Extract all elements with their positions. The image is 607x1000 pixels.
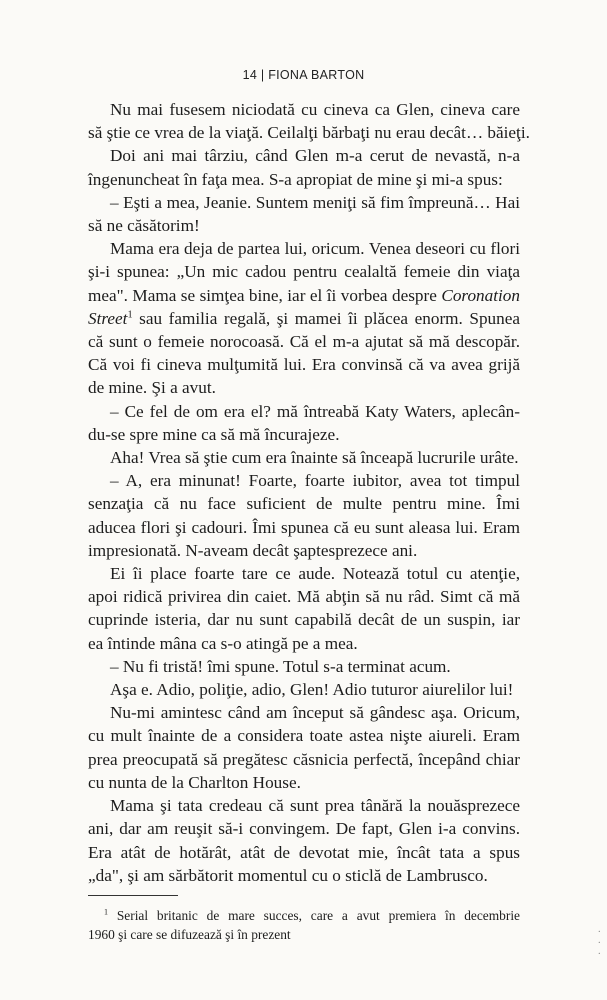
text-line: cu nunta de la Charlton House. xyxy=(88,772,301,792)
text-line: – Eşti a mea, Jeanie. Suntem meniţi să fim împreună… Hai xyxy=(110,192,520,212)
text-line: Că voi fi cineva mulţumită lui. Era convinsă că va avea grijă xyxy=(88,355,520,375)
running-header xyxy=(0,68,607,82)
text-line: Aha! Vrea să ştie cum era înainte să înceapă lucrurile urâte. xyxy=(110,448,519,468)
text-line: Nu mai fusesem niciodată cu cineva ca Glen, cineva care xyxy=(110,100,520,119)
footnote-divider xyxy=(88,895,178,896)
footnote-line-1: $^1$ Serial britanic de mare succes, care a avut premiera în decembrie xyxy=(104,907,520,923)
text-line: cu mult înainte de a considera toate astea nişte aiureli. Eram xyxy=(88,726,520,746)
text-line: Ei îi place foarte tare ce aude. Notează totul cu atenţie, xyxy=(110,564,520,584)
text-line: Aşa e. Adio, poliţie, adio, Glen! Adio tuturor aiurelilor lui! xyxy=(110,680,514,700)
text-line: ea întinde mâna ca s-o atingă pe a mea. xyxy=(88,633,358,653)
text-line: Era atât de hotărât, atât de devotat mie, încât tata a spus xyxy=(88,842,520,862)
text-line: aducea flori şi cadouri. Îmi spunea că eu sunt aleasa lui. Eram xyxy=(88,517,520,537)
page-number: 14 xyxy=(242,68,258,82)
text-line: Mama şi tata credeau că sunt prea tânără la nouăsprezece xyxy=(110,796,520,816)
text-line: să ştie ce vrea de la viaţă. Ceilalţi bărbaţi nu erau decât… băieţi. xyxy=(88,123,530,143)
header-author: FIONA BARTON xyxy=(268,68,365,82)
text-line: – Nu fi tristă! îmi spune. Totul s-a terminat acum. xyxy=(110,656,451,676)
text-line: senzaţia că nu face suficient de multe pentru mine. Îmi xyxy=(88,494,520,514)
text-line: Nu-mi amintesc când am început să gândesc aşa. Oricum, xyxy=(110,703,520,723)
text-line: du-se spre mine ca să mă încurajeze. xyxy=(88,424,340,444)
header-separator: | xyxy=(260,68,265,82)
footnote xyxy=(88,906,520,944)
text-line: cuprinde isteria, dar nu sunt capabilă decât de un suspin, iar xyxy=(88,610,520,630)
text-line: îngenuncheat în faţa mea. S-a apropiat de mine şi mi-a spus: xyxy=(88,169,503,189)
text-line: ani, dar am reuşit să-i convingem. De fapt, Glen i-a convins. xyxy=(88,819,520,839)
footnote-marker: 1 xyxy=(104,907,109,917)
text-line: – Ce fel de om era el? mă întreabă Katy Waters, aplecân- xyxy=(110,401,520,421)
text-line: mea". Mama se simţea bine, iar el îi vorbea despre Coronation xyxy=(88,285,520,305)
footnote-line-2: 1960 şi care se difuzează şi în prezent xyxy=(88,927,291,942)
text-line: impresionată. N-aveam decât şaptesprezece ani. xyxy=(88,540,418,560)
text-line: să ne căsătorim! xyxy=(88,216,200,236)
text-line: că sunt o femeie norocoasă. Că el m-a ajutat să mă descopăr. xyxy=(88,332,520,352)
text-line: prea preocupată să pregătesc căsnicia perfectă, începând chiar xyxy=(88,749,520,769)
text-line: Mama era deja de partea lui, oricum. Venea deseori cu flori xyxy=(110,239,520,259)
text-line: Doi ani mai târziu, când Glen m-a cerut de nevastă, n-a xyxy=(110,146,520,166)
text-line: Street$^1$ sau familia regală, şi mamei îi plăcea enorm. Spunea xyxy=(88,308,520,328)
text-line: de mine. Şi a avut. xyxy=(88,378,216,398)
body-text xyxy=(88,98,530,887)
page-edge-marks: · · · xyxy=(597,927,601,960)
text-line: şi-i spunea: „Un mic cadou pentru cealaltă femeie din viaţa xyxy=(88,262,520,282)
text-line: – A, era minunat! Foarte, foarte iubitor, avea tot timpul xyxy=(110,471,520,491)
text-line: „da", şi am sărbătorit momentul cu o sticlă de Lambrusco. xyxy=(88,865,488,885)
text-line: apoi ridică privirea din caiet. Mă abţin să nu râd. Simt că mă xyxy=(88,587,520,607)
